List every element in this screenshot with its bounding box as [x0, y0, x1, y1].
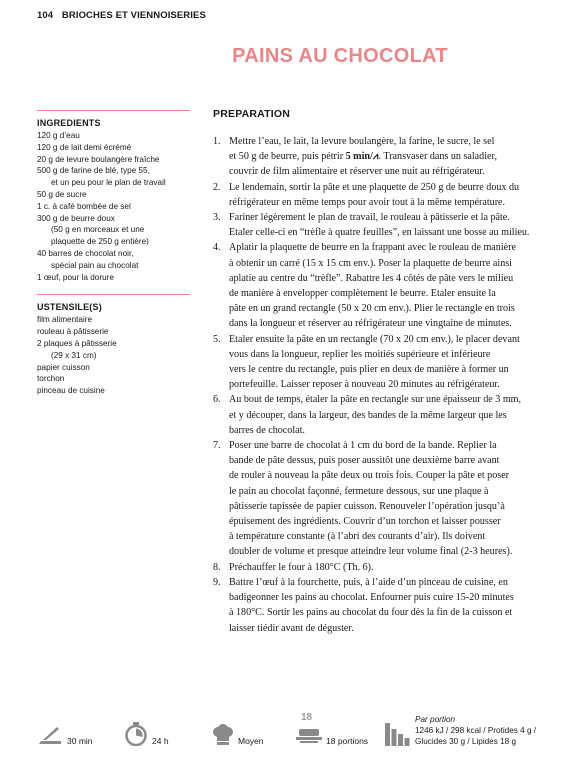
- step-line: épuisement des ingrédients. Couvrir d’un torchon et laisser pousser: [229, 516, 501, 528]
- ingredient-line: plaquette de 250 g entière): [51, 237, 149, 247]
- portions-item: [296, 712, 368, 746]
- sidebar: [37, 110, 190, 397]
- step-line: bande de pâte dessus, puis poser aussitôt une deuxième barre avant: [229, 455, 500, 467]
- utensil-line: papier cuisson: [37, 362, 90, 372]
- prep-time: 30 min: [67, 736, 93, 746]
- step-line: Préchauffer le four à 180°C (Th. 6).: [229, 561, 374, 573]
- step-item: [213, 575, 553, 636]
- step-item: [213, 210, 553, 240]
- preparation-section: [213, 108, 553, 636]
- ingredient-line: spécial pain au chocolat: [51, 260, 139, 270]
- step-number: 9.: [213, 576, 221, 588]
- step-line: dans la longueur et réserver au réfrigérateur une vingtaine de minutes.: [229, 318, 512, 330]
- step-line: badigeonner les pains au chocolat. Enfourner puis cuire 15-20 minutes: [229, 592, 514, 604]
- portions-badge-group: [296, 712, 322, 746]
- step-line: Mettre l’eau, le lait, la levure boulangère, la farine, le sucre, le sel: [229, 136, 495, 147]
- ingredients-heading: INGREDIENTS: [37, 118, 101, 128]
- knife-board-icon: [37, 724, 63, 746]
- recipe-title: PAINS AU CHOCOLAT: [232, 45, 448, 67]
- step-item: [213, 560, 553, 575]
- step-number: 3.: [213, 212, 221, 224]
- utensil-line: 2 plaques à pâtisserie: [37, 338, 117, 348]
- step-line: doubler de volume et presque atteindre leur volume final (2-3 heures).: [229, 546, 513, 558]
- ingredient-line: 50 g de sucre: [37, 189, 87, 199]
- step-line: à température constante (à l’abri des courants d’air). Ils doivent: [229, 531, 486, 543]
- step-line: à 180°C. Sortir les pains au chocolat du four dès la fin de la cuisson et: [229, 607, 513, 619]
- step-number: 1.: [213, 136, 221, 147]
- step-number: 2.: [213, 181, 221, 193]
- ingredient-line: 120 g d’eau: [37, 131, 80, 140]
- utensil-line: torchon: [37, 374, 65, 384]
- total-time-item: [125, 722, 169, 746]
- ingredient-line: 500 g de farine de blé, type 55,: [37, 166, 150, 176]
- recipe-footer: [0, 712, 576, 762]
- step-number: 8.: [213, 561, 221, 573]
- nutrition-line: 1246 kJ / 298 kcal / Protides 4 g /: [415, 726, 537, 735]
- serving-dish-icon: [296, 726, 322, 744]
- step-line: Aplatir la plaquette de beurre en la frappant avec le rouleau de manière: [229, 242, 516, 254]
- nutrition-info: [415, 714, 536, 747]
- step-line: Battre l’œuf à la fourchette, puis, à l’aide d’un pinceau de cuisine, en: [229, 576, 508, 588]
- bar-chart-icon: [384, 721, 410, 747]
- section-title: BRIOCHES ET VIENNOISERIES: [61, 10, 206, 21]
- step-line: pâte en un grand rectangle (50 x 20 cm env.). Plier le rectangle en trois: [229, 303, 515, 315]
- prep-time-item: [37, 724, 93, 746]
- step-line: le pain au chocolat façonné, fermeture dessous, sur une plaque à: [229, 485, 489, 497]
- portions-badge: 18: [301, 712, 313, 723]
- ingredient-line: 40 barres de chocolat noir,: [37, 248, 134, 258]
- nutrition-heading: Par portion: [415, 715, 456, 724]
- step-line: réfrigérateur en même temps pour avoir tout à la même température.: [229, 196, 506, 208]
- step-line: Etaler celle-ci en “trèfle à quatre feuilles”, en laissant une bosse au milieu.: [229, 227, 530, 239]
- difficulty-item: [212, 724, 264, 746]
- step-item: [213, 392, 553, 438]
- step-line: de rouler à nouveau la pâte deux ou trois fois. Couper la pâte et poser: [229, 470, 510, 482]
- running-header: [37, 10, 206, 21]
- utensil-line: pinceau de cuisine: [37, 386, 105, 396]
- utensils-list: [37, 314, 190, 397]
- utensil-line: (29 x 31 cm): [51, 350, 97, 360]
- ingredient-line: 20 g de levure boulangère fraîche: [37, 154, 160, 164]
- ingredient-line: (50 g en morceaux et une: [51, 225, 145, 235]
- ingredient-line: 120 g de lait demi écrémé: [37, 142, 132, 152]
- step-line: barres de chocolat.: [229, 424, 305, 436]
- step-line: Poser une barre de chocolat à 1 cm du bord de la bande. Replier la: [229, 440, 497, 452]
- steps-list: [213, 134, 553, 636]
- step-line: couvrir de film alimentaire et réserver une nuit au réfrigérateur.: [229, 166, 485, 178]
- step-line: Le lendemain, sortir la pâte et une plaquette de 250 g de beurre doux du: [229, 181, 520, 193]
- ingredient-line: et un peu pour le plan de travail: [51, 178, 166, 188]
- nutrition-icon-item: [384, 721, 410, 747]
- step-line: Etaler ensuite la pâte en un rectangle (70 x 20 cm env.), le placer devant: [229, 333, 520, 345]
- step-number: 4.: [213, 242, 221, 254]
- total-time: 24 h: [152, 736, 169, 746]
- utensil-line: film alimentaire: [37, 315, 93, 325]
- step-line: Au bout de temps, étaler la pâte en rectangle sur une épaisseur de 3 mm,: [229, 394, 522, 406]
- step-item: [213, 134, 553, 180]
- utensils-rule: [37, 294, 190, 295]
- page-number: 104: [37, 10, 54, 21]
- ingredient-line: 1 c. à café bombée de sel: [37, 201, 131, 211]
- ingredient-line: 300 g de beurre doux: [37, 213, 115, 223]
- step-item: [213, 180, 553, 210]
- step-line: aplatie au centre du “trèfle”. Rabattre les 4 côtés de pâte vers le milieu: [229, 272, 514, 284]
- step-item: [213, 438, 553, 560]
- step-line: laisser tiédir avant de déguster.: [229, 622, 354, 634]
- step-line: portefeuille. Laisser reposer à nouveau 20 minutes au réfrigérateur.: [229, 379, 500, 391]
- step-item: [213, 240, 553, 331]
- utensils-heading: USTENSILE(S): [37, 302, 102, 313]
- ingredients-list: [37, 130, 190, 283]
- step-line: à obtenir un carré (15 x 15 cm env.). Poser la plaquette de beurre ainsi: [229, 257, 512, 269]
- utensil-line: rouleau à pâtisserie: [37, 327, 109, 337]
- step-line: et 50 g de beurre, puis pétrir 5 min/⩘. Transvaser dans un saladier,: [229, 151, 497, 163]
- step-line: et y découper, dans la largeur, des bandes de la même largeur que les: [229, 409, 507, 421]
- step-number: 6.: [213, 394, 221, 406]
- chef-hat-icon: [212, 724, 234, 746]
- difficulty: Moyen: [238, 736, 264, 746]
- ingredients-rule: [37, 110, 190, 111]
- step-line: vous dans la longueur, replier les moitiés supérieure et inférieure: [229, 348, 491, 360]
- step-line: de manière à envelopper complètement le beurre. Etaler ensuite la: [229, 288, 496, 300]
- step-line: vers le centre du rectangle, puis plier en deux de manière à former un: [229, 364, 509, 376]
- step-number: 5.: [213, 333, 221, 345]
- step-item: [213, 332, 553, 393]
- timer-icon: [125, 722, 147, 746]
- step-line: pâtisserie tapissée de papier cuisson. Renouveler l’opération jusqu’à: [229, 500, 505, 512]
- nutrition-line: Glucides 30 g / Lipides 18 g: [415, 737, 517, 746]
- ingredient-line: 1 œuf, pour la dorure: [37, 272, 114, 282]
- preparation-heading: PREPARATION: [213, 108, 291, 120]
- portions: 18 portions: [326, 736, 369, 746]
- step-line: Fariner légèrement le plan de travail, le rouleau à pâtisserie et la pâte.: [229, 212, 510, 224]
- step-number: 7.: [213, 440, 221, 452]
